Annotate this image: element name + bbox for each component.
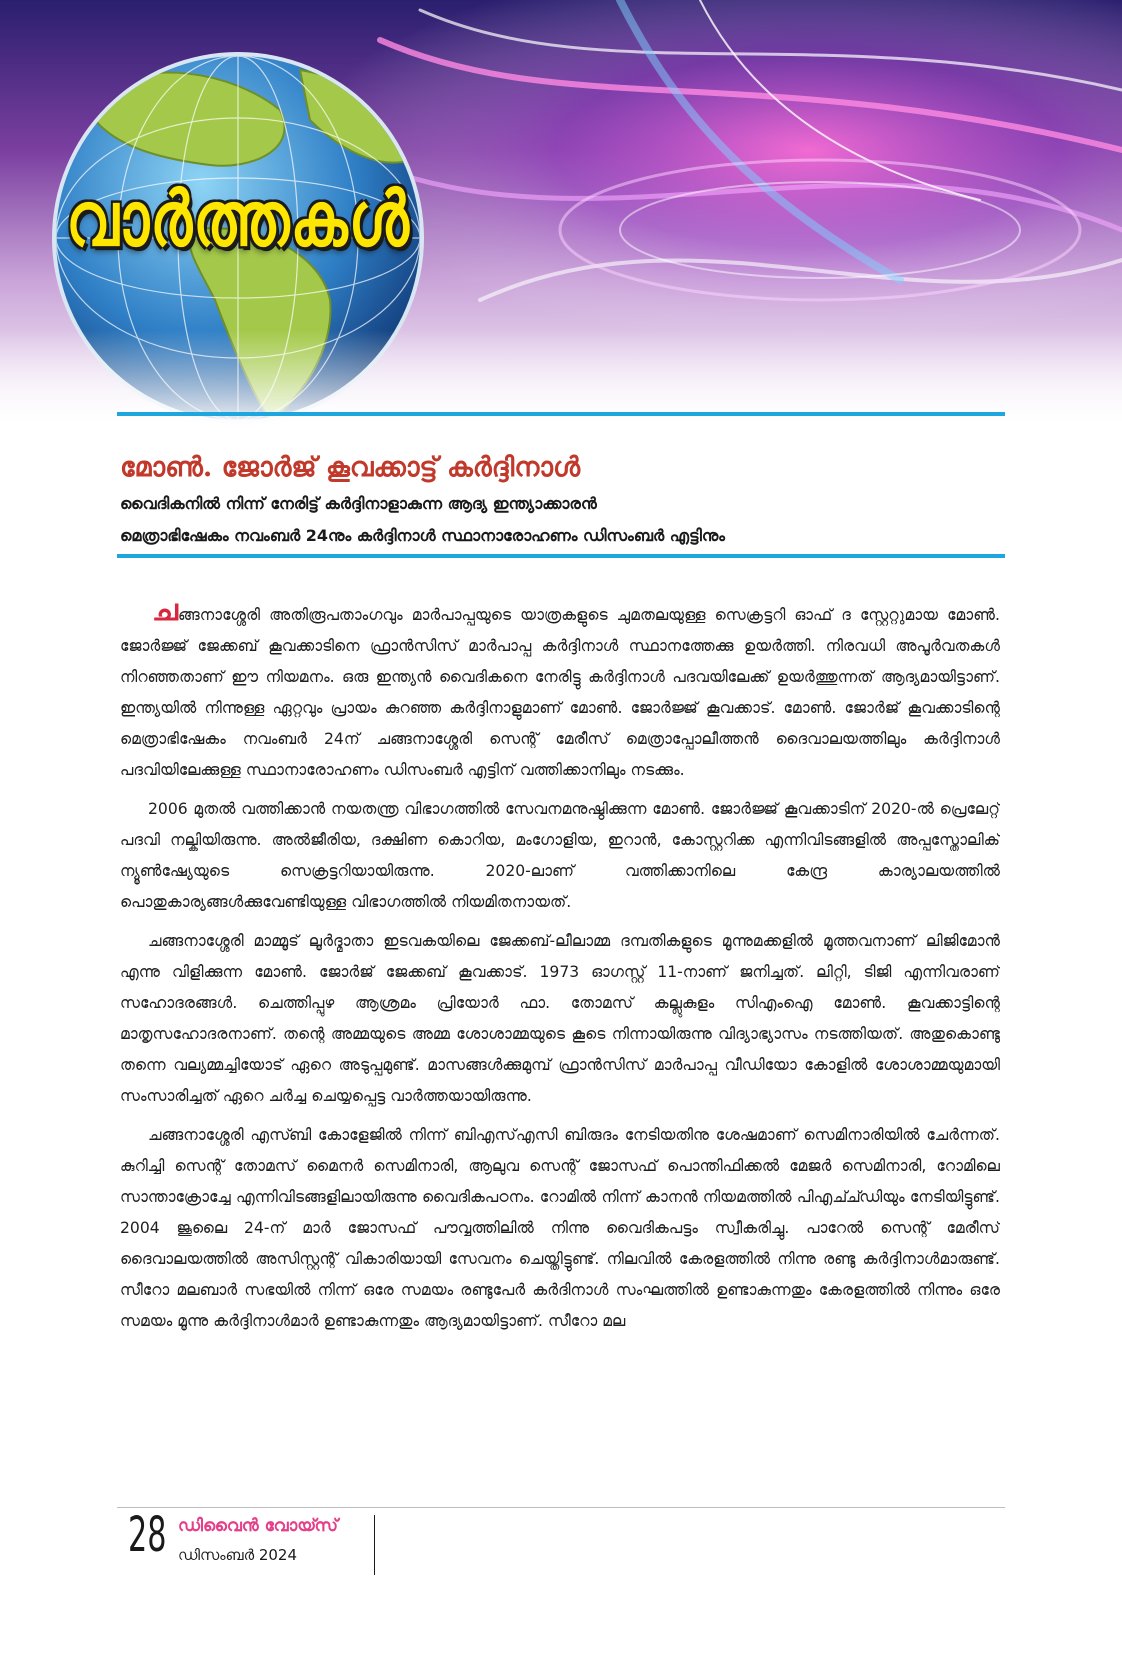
article-body — [120, 600, 1000, 1500]
page-number: 28 — [128, 1507, 167, 1563]
paragraph-text: ങ്ങനാശ്ശേരി അതിരൂപതാംഗവും മാർപാപ്പയുടെ യാത്രകളുടെ ചുമതലയുള്ള സെക്രട്ടറി ഓഫ് ദ സ്റ്റേറ്റുമായ മോൺ. ജോർജ്ജ് ജേക്കബ് കൂവക്കാടിനെ ഫ്രാൻസിസ് മാർപാപ്പ കർദ്ദിനാൾ സ്ഥാനത്തേക്കു ഉയർത്തി. നിരവധി അപൂർവതകൾ നിറഞ്ഞതാണ് ഈ നിയമനം. ഒരു ഇന്ത്യൻ വൈദികനെ നേരിട്ടു കർദ്ദിനാൾ പദവയിലേക്ക് ഉയർത്തുന്നത് ആദ്യമായിട്ടാണ്. ഇന്ത്യയിൽ നിന്നുള്ള ഏറ്റവും പ്രായം കുറഞ്ഞ കർദ്ദിനാളുമാണ് മോൺ. ജോർജ്ജ് കൂവക്കാട്. മോൺ. ജോർജ് കൂവക്കാടിന്റെ മെത്രാഭിഷേകം നവംബർ 24ന് ചങ്ങനാശ്ശേരി സെന്റ് മേരീസ് മെത്രാപ്പോലീത്തൻ ദൈവാലയത്തിലും കർദ്ദിനാൾ പദവിയിലേക്കുള്ള സ്ഥാനാരോഹണം ഡിസംബർ എട്ടിന് വത്തിക്കാനിലും നടക്കും. — [120, 606, 1000, 779]
article-heading: മോൺ. ജോർജ് കൂവക്കാട്ട് കർദ്ദിനാൾ — [120, 452, 581, 483]
article-subhead-2: മെത്രാഭിഷേകം നവംബർ 24നും കർദ്ദിനാൾ സ്ഥാനാരോഹണം ഡിസംബർ എട്ടിനും — [120, 526, 725, 545]
article-paragraph-2: 2006 മുതൽ വത്തിക്കാൻ നയതന്ത്ര വിഭാഗത്തിൽ സേവനമനുഷ്ഠിക്കുന്ന മോൺ. ജോർജ്ജ് കൂവക്കാടിന് 2020-ൽ പ്രെലേറ്റ് പദവി നല്കിയിരുന്നു. അൽജീരിയ, ദക്ഷിണ കൊറിയ, മംഗോളിയ, ഇറാൻ, കോസ്റ്ററിക്ക എന്നിവിടങ്ങളിൽ അപ്പസ്തോലിക് ന്യൂൺഷ്യേയുടെ സെക്രട്ടറിയായിരുന്നു. 2020-ലാണ് വത്തിക്കാനിലെ കേന്ദ്ര കാര്യാലയത്തിൽ പൊതുകാര്യങ്ങൾക്കുവേണ്ടിയുള്ള വിഭാഗത്തിൽ നിയമിതനായത്. — [120, 800, 1000, 911]
article-paragraph-3: ചങ്ങനാശ്ശേരി മാമ്മൂട് ലൂർദ്മാതാ ഇടവകയിലെ ജേക്കബ്-ലീലാമ്മ ദമ്പതികളുടെ മൂന്നുമക്കളിൽ മൂത്തവനാണ് ലിജിമോൻ എന്നു വിളിക്കുന്ന മോൺ. ജോർജ് ജേക്കബ് കൂവക്കാട്. 1973 ഓഗസ്റ്റ് 11-നാണ് ജനിച്ചത്. ലിറ്റി, ടിജി എന്നിവരാണ് സഹോദരങ്ങൾ. ചെത്തിപ്പുഴ ആശ്രമം പ്രിയോർ ഫാ. തോമസ് കല്ലുകുളം സിഎംഐ മോൺ. കൂവക്കാട്ടിന്റെ മാതൃസഹോദരനാണ്. തന്റെ അമ്മയുടെ അമ്മ ശോശാമ്മയുടെ കൂടെ നിന്നായിരുന്നു വിദ്യാഭ്യാസം നടത്തിയത്. അതുകൊണ്ടു തന്നെ വല്യമ്മച്ചിയോട് ഏറെ അടുപ്പമുണ്ട്. മാസങ്ങൾക്കുമുമ്പ് ഫ്രാൻസിസ് മാർപാപ്പ വീഡിയോ കോളിൽ ശോശാമ്മയുമായി സംസാരിച്ചത് ഏറെ ചർച്ച ചെയ്യപ്പെട്ട വാർത്തയായിരുന്നു. — [120, 932, 1000, 1105]
article-subhead-1: വൈദികനിൽ നിന്ന് നേരിട്ട് കർദ്ദിനാളാകുന്ന ആദ്യ ഇന്ത്യാക്കാരൻ — [120, 494, 597, 513]
top-rule — [117, 412, 1005, 416]
bottom-rule — [117, 554, 1005, 558]
magazine-name: ഡിവൈൻ വോയ്സ് — [178, 1516, 338, 1536]
footer-separator — [374, 1515, 375, 1575]
article-paragraph-1 — [120, 600, 1000, 786]
section-title: വാർത്തകൾ — [66, 176, 410, 264]
issue-date: ഡിസംബർ 2024 — [178, 1546, 298, 1564]
header-banner — [0, 0, 1122, 430]
footer-rule — [117, 1507, 1005, 1508]
drop-cap: ച — [152, 600, 178, 628]
article-paragraph-4: ചങ്ങനാശ്ശേരി എസ്ബി കോളേജിൽ നിന്ന് ബിഎസ്എസി ബിരുദം നേടിയതിനു ശേഷമാണ് സെമിനാരിയിൽ ചേർന്നത്. കുറിച്ചി സെന്റ് തോമസ് മൈനർ സെമിനാരി, ആലുവ സെന്റ് ജോസഫ് പൊന്തിഫിക്കൽ മേജർ സെമിനാരി, റോമിലെ സാന്താക്രോച്ചേ എന്നിവിടങ്ങളിലായിരുന്നു വൈദികപഠനം. റോമിൽ നിന്ന് കാനൻ നിയമത്തിൽ പിഎച്ച്ഡിയും നേടിയിട്ടുണ്ട്. 2004 ജൂലൈ 24-ന് മാർ ജോസഫ് പൗവ്വത്തിലിൽ നിന്നു വൈദികപട്ടം സ്വീകരിച്ചു. പാറേൽ സെന്റ് മേരീസ് ദൈവാലയത്തിൽ അസിസ്റ്റന്റ് വികാരിയായി സേവനം ചെയ്തിട്ടുണ്ട്. നിലവിൽ കേരളത്തിൽ നിന്നു രണ്ടു കർദ്ദിനാൾമാരുണ്ട്. സീറോ മലബാർ സഭയിൽ നിന്ന് ഒരേ സമയം രണ്ടുപേർ കർദിനാൾ സംഘത്തിൽ ഉണ്ടാകുന്നതും കേരളത്തിൽ നിന്നും ഒരേ സമയം മൂന്നു കർദ്ദിനാൾമാർ ഉണ്ടാകുന്നതും ആദ്യമായിട്ടാണ്. സീറോ മല — [120, 1126, 1000, 1330]
